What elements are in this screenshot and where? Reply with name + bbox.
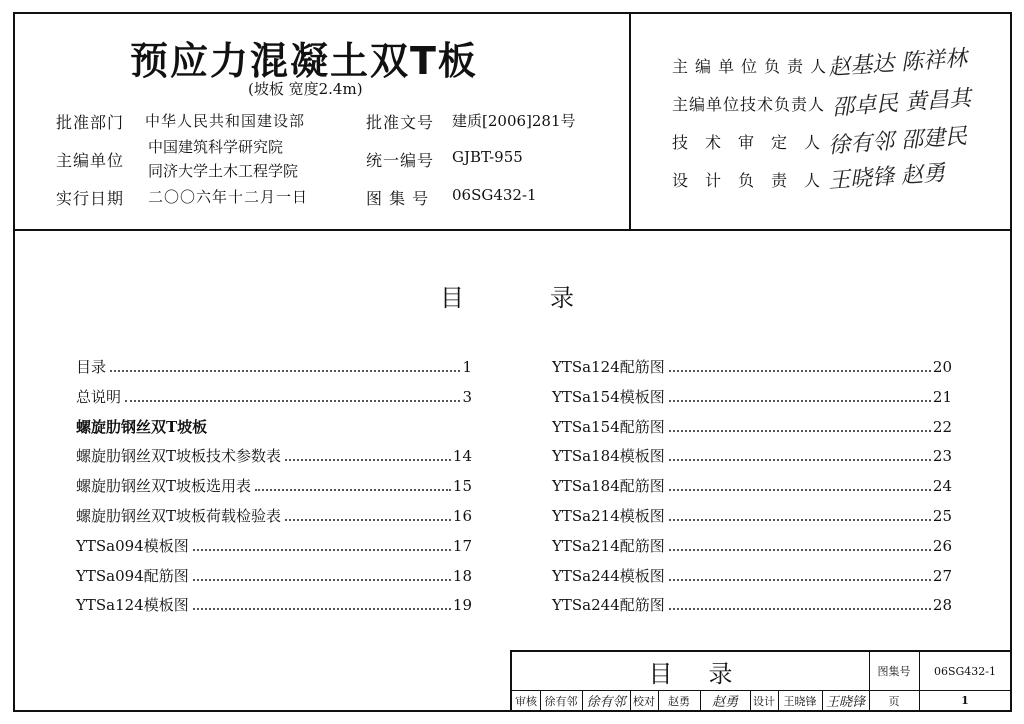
toc-leader-dots — [193, 607, 451, 610]
toc-entry[interactable] — [76, 594, 472, 615]
doc-no-label: 批准文号 — [366, 113, 435, 132]
signer-role-4: 设计负责人 — [672, 171, 838, 190]
toc-entry-page: 17 — [452, 536, 472, 555]
toc-leader-dots — [285, 458, 451, 461]
toc-entry-label: YTSa184配筋图 — [552, 477, 665, 496]
check-signature: 赵勇 — [711, 695, 738, 710]
toc-section-heading: 螺旋肋钢丝双T坡板 — [76, 417, 208, 436]
toc-entry-page: 19 — [452, 596, 472, 615]
check-name: 赵勇 — [668, 694, 690, 708]
toc-entry-label: YTSa124模板图 — [76, 596, 189, 615]
toc-entry-label: YTSa094配筋图 — [76, 566, 189, 585]
toc-entry[interactable] — [76, 475, 472, 496]
signer-role-2: 主编单位技术负责人 — [672, 95, 826, 114]
toc-entry-page: 16 — [452, 507, 472, 525]
title-block — [510, 650, 1011, 711]
signer-signature-4: 王晓锋 赵勇 — [827, 160, 946, 195]
signer-signature-3: 徐有邻 邵建民 — [827, 124, 968, 159]
review-name: 徐有邻 — [544, 694, 578, 708]
toc-entry-label: 螺旋肋钢丝双T坡板荷载检验表 — [76, 507, 282, 525]
signer-signature-1: 赵基达 陈祥林 — [827, 46, 968, 81]
toc-entry-page: 26 — [932, 536, 952, 555]
header-divider — [13, 229, 1012, 231]
editor-value-2: 同济大学土木工程学院 — [148, 162, 299, 180]
document-title: 预应力混凝土双T板 — [130, 39, 478, 83]
toc-entry-page: 3 — [462, 387, 472, 406]
toc-leader-dots — [669, 399, 931, 402]
toc-leader-dots — [669, 488, 931, 491]
toc-leader-dots — [669, 369, 931, 372]
approve-dept-value: 中华人民共和国建设部 — [145, 112, 306, 130]
toc-entry-label: 螺旋肋钢丝双T坡板选用表 — [76, 477, 252, 496]
toc-entry-page: 14 — [452, 447, 472, 466]
toc-entry-page: 15 — [452, 477, 472, 496]
toc-entry[interactable] — [552, 416, 952, 437]
toc-title-right: 录 — [550, 284, 574, 312]
toc-leader-dots — [669, 607, 931, 610]
toc-leader-dots — [669, 548, 931, 551]
editor-value-1: 中国建筑科学研究院 — [148, 138, 284, 156]
toc-entry-label: YTSa124配筋图 — [552, 358, 665, 376]
toc-leader-dots — [125, 399, 460, 402]
toc-title-left: 目 — [440, 284, 464, 312]
toc-entry-label: YTSa244模板图 — [552, 566, 665, 585]
design-label: 设计 — [753, 694, 775, 708]
toc-entry-label: YTSa094模板图 — [76, 536, 189, 555]
toc-entry-label: 目录 — [76, 358, 107, 376]
toc-entry-label: YTSa154配筋图 — [552, 417, 665, 436]
toc-entry-label: YTSa154模板图 — [552, 387, 665, 406]
approve-dept-label: 批准部门 — [56, 113, 125, 132]
review-signature: 徐有邻 — [586, 695, 626, 710]
toc-leader-dots — [110, 369, 460, 372]
toc-entry[interactable] — [552, 386, 952, 407]
toc-entry[interactable] — [552, 475, 952, 496]
header-vertical-divider — [629, 12, 631, 230]
unified-no-label: 统一编号 — [366, 151, 435, 170]
toc-entry-page: 1 — [462, 358, 472, 376]
toc-entry-page: 23 — [932, 447, 952, 466]
toc-leader-dots — [285, 518, 451, 521]
toc-entry[interactable] — [76, 356, 472, 377]
toc-entry-page: 21 — [932, 387, 952, 406]
atlas-no-label: 图 集 号 — [366, 189, 430, 208]
title-block-name: 目录 — [648, 659, 769, 688]
toc-entry[interactable] — [552, 535, 952, 556]
toc-entry-label: 螺旋肋钢丝双T坡板技术参数表 — [76, 447, 282, 466]
toc-leader-dots — [669, 429, 931, 432]
unified-no-value: GJBT-955 — [452, 148, 523, 166]
title-block-atlas-value: 06SG432-1 — [933, 664, 997, 678]
design-name: 王晓锋 — [783, 694, 817, 708]
toc-entry-label: YTSa244配筋图 — [552, 596, 665, 615]
toc-leader-dots — [669, 518, 931, 521]
review-label: 审核 — [515, 694, 537, 708]
atlas-no-value: 06SG432-1 — [452, 186, 537, 204]
toc-entry-label: YTSa214配筋图 — [552, 536, 665, 555]
toc-entry[interactable] — [76, 565, 472, 586]
toc-leader-dots — [669, 458, 931, 461]
toc-entry-page: 27 — [932, 566, 952, 585]
toc-entry[interactable] — [552, 356, 952, 377]
signer-signature-2: 邵卓民 黄昌其 — [831, 86, 972, 121]
signer-role-3: 技术审定人 — [672, 133, 838, 152]
toc-entry-page: 22 — [932, 417, 952, 436]
design-signature: 王晓锋 — [825, 695, 865, 710]
toc-entry[interactable] — [76, 535, 472, 556]
toc-entry-page: 20 — [932, 358, 952, 376]
toc-entry[interactable] — [552, 505, 952, 526]
toc-entry-label: YTSa184模板图 — [552, 447, 665, 466]
page-label: 页 — [888, 694, 900, 708]
date-label: 实行日期 — [56, 189, 125, 208]
toc-entry-page: 28 — [932, 596, 952, 615]
page-value: 1 — [961, 694, 969, 707]
toc-entry-page: 25 — [932, 507, 952, 525]
toc-entry-label: 总说明 — [76, 387, 122, 406]
doc-no-value: 建质[2006]281号 — [452, 112, 576, 130]
date-value: 二〇〇六年十二月一日 — [148, 188, 309, 206]
check-label: 校对 — [633, 694, 655, 708]
document-subtitle: (坡板 宽度2.4m) — [248, 80, 363, 98]
toc-leader-dots — [255, 488, 451, 491]
toc-entry-page: 24 — [932, 477, 952, 496]
toc-entry-label: YTSa214模板图 — [552, 507, 665, 525]
toc-entry[interactable] — [76, 505, 472, 526]
editor-label: 主编单位 — [56, 151, 125, 170]
toc-entry-page: 18 — [452, 566, 472, 585]
toc-leader-dots — [193, 578, 451, 581]
toc-entry[interactable] — [552, 445, 952, 466]
toc-entry[interactable] — [76, 386, 472, 407]
signer-role-1: 主编单位负责人 — [672, 57, 834, 76]
title-block-atlas-label: 图集号 — [877, 665, 911, 678]
toc-leader-dots — [193, 548, 451, 551]
toc-entry[interactable] — [552, 594, 952, 615]
toc-leader-dots — [669, 578, 931, 581]
toc-entry[interactable] — [76, 445, 472, 466]
toc-entry[interactable] — [552, 565, 952, 586]
